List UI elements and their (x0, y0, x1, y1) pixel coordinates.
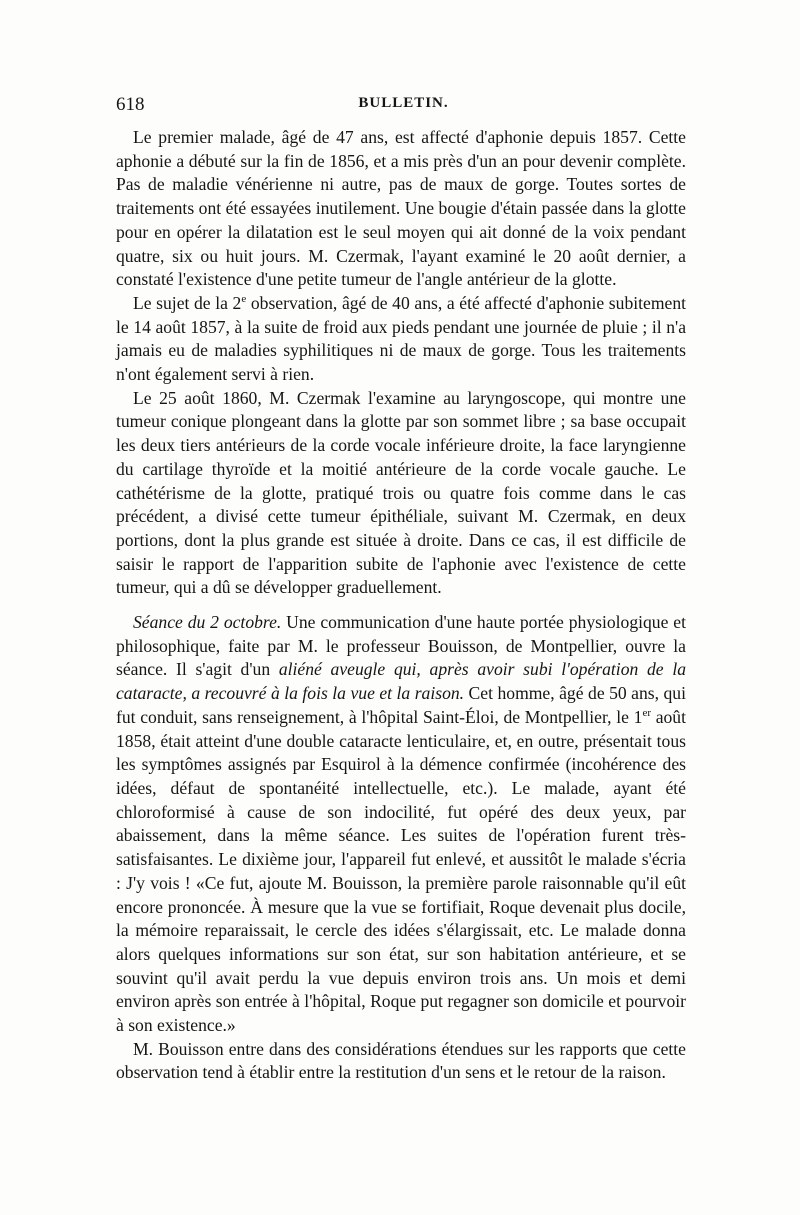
page-header (116, 94, 691, 118)
body-text (116, 126, 686, 1085)
paragraph-laryngoscope: Le 25 août 1860, M. Czermak l'examine au laryngoscope, qui montre une tumeur conique plongeant dans la glotte par son sommet libre ; sa base occupait les deux tiers antérieurs de la corde vocale inférieure droite, la face laryngienne du cartilage thyroïde et la moitié antérieure de la corde vocale gauche. Le cathétérisme de la glotte, pratiqué trois ou quatre fois comme dans le cas précédent, a divisé cette tumeur épithéliale, suivant M. Czermak, en deux portions, dont la plus grande est située à droite. Dans ce cas, il est difficile de saisir le rapport de l'apparition subite de l'aphonie avec l'existence de cette tumeur, qui a dû se développer graduellement. (116, 387, 686, 598)
p4-text-b: Cet homme, âgé de 50 ans, qui fut conduit, sans renseignement, à l'hôpital Saint-Éloi, de Montpellier, le 1 (116, 683, 686, 727)
p4-text-c: août 1858, était atteint d'une double cataracte lenticulaire, et, en outre, présentait tous les symptômes assignés par Esquirol à la démence confirmée (incohérence des idées, défaut de spontanéité intellectuelle, etc.). Le malade, ayant été chloroformisé à cause de son indocilité, fut opéré des deux yeux, par abaissement, dans la même séance. Les suites de l'opération furent très-satisfaisantes. Le dixième jour, l'appareil fut enlevé, et aussitôt le malade s'écria : J'y vois ! «Ce fut, ajoute M. Bouisson, la première parole raisonnable qu'il eût encore prononcée. À mesure que la vue se fortifiait, Roque devenait plus docile, la mémoire reparaissait, le cercle des idées s'élargissait, etc. Le malade donna alors quelques informations sur son état, sur son habitation antérieure, et se souvint qu'il avait perdu la vue depuis environ trois ans. Un mois et demi environ après son entrée à l'hôpital, Roque put regagner son domicile et pourvoir à son existence.» (116, 706, 686, 1036)
p4-italic-phrase: aliéné aveugle qui, après avoir subi l'opération de la cataracte, a recouvré à la fois la vue et la raison. (116, 659, 686, 704)
paragraph-seance-2-octobre (116, 611, 686, 1038)
p2-text-start: Le sujet de la 2 (133, 292, 242, 313)
p4-text-a: Une communication d'une haute portée physiologique et philosophique, faite par M. le professeur Bouisson, de Montpellier, ouvre la séance. Il s'agit d'un (116, 612, 686, 680)
paragraph-bouisson-conclusion: M. Bouisson entre dans des considérations étendues sur les rapports que cette observation tend à établir entre la restitution d'un sens et le retour de la raison. (116, 1038, 686, 1083)
p4-superscript: er (642, 707, 651, 720)
p2-superscript: e (241, 293, 247, 306)
p2-text-rest: observation, âgé de 40 ans, a été affecté d'aphonie subitement le 14 août 1857, à la suite de froid aux pieds pendant une journée de pluie ; il n'a jamais eu de maladies syphilitiques ni de maux de gorge. Tous les traitements n'ont également servi à rien. (116, 292, 687, 385)
page-number: 618 (116, 94, 145, 115)
paragraph-first-patient: Le premier malade, âgé de 47 ans, est affecté d'aphonie depuis 1857. Cette aphonie a débuté sur la fin de 1856, et a mis près d'un an pour devenir complète. Pas de maladie vénérienne ni autre, pas de maux de gorge. Toutes sortes de traitements ont été essayées inutilement. Une bougie d'étain passée dans la glotte pour en opérer la dilatation est le seul moyen qui ait donné de la voix pendant quatre, six ou huit jours. M. Czermak, l'ayant examiné le 20 août dernier, a constaté l'existence d'une petite tumeur de l'angle antérieur de la glotte. (116, 127, 686, 290)
running-title: BULLETIN. (358, 95, 449, 111)
seance-heading: Séance du 2 octobre. (133, 612, 282, 633)
paragraph-second-observation (116, 292, 686, 387)
